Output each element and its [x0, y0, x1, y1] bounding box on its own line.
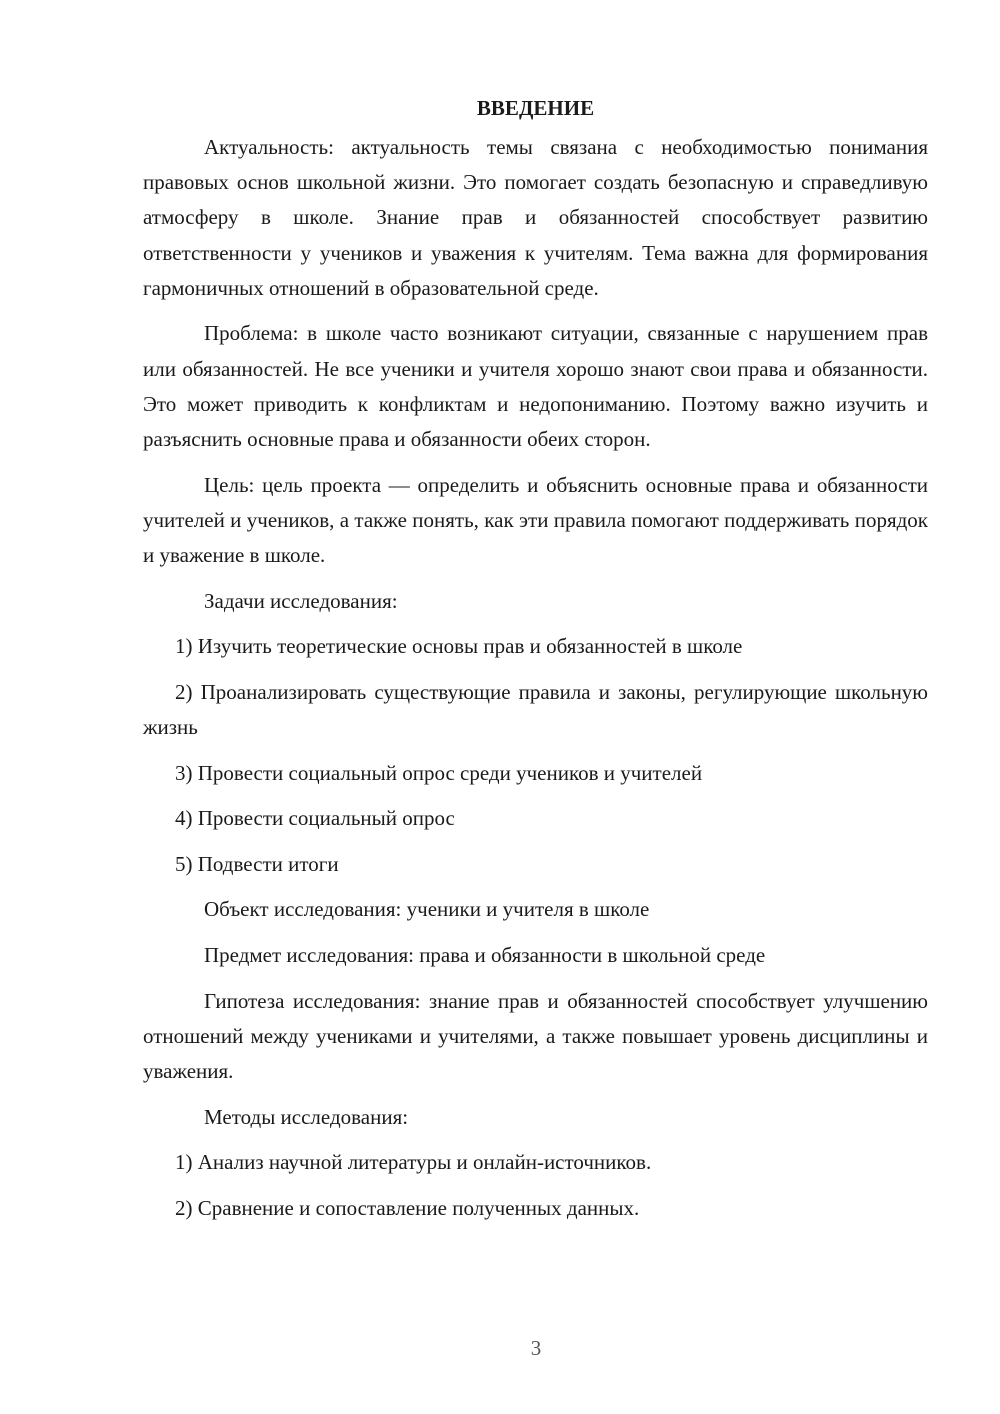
- paragraph-object: Объект исследования: ученики и учителя в школе: [204, 897, 650, 922]
- task-item-4: 4) Провести социальный опрос: [175, 806, 455, 831]
- paragraph-goal: Цель: цель проекта — определить и объяснить основные права и обязанности учителей и учеников, а также понять, как эти правила помогают поддерживать порядок и уважение в школе.: [143, 472, 928, 568]
- method-item-2: 2) Сравнение и сопоставление полученных данных.: [175, 1195, 640, 1220]
- task-item-5: 5) Подвести итоги: [175, 851, 339, 876]
- page-number: 3: [530, 1336, 542, 1360]
- paragraph-hypothesis: Гипотеза исследования: знание прав и обязанностей способствует улучшению отношений между учениками и учителями, а также повышает уровень дисциплины и уважения.: [143, 988, 928, 1083]
- task-item-3: 3) Провести социальный опрос среди учеников и учителей: [175, 760, 703, 785]
- task-item-2: 2) Проанализировать существующие правила и законы, регулирующие школьную жизнь: [143, 679, 928, 739]
- paragraph-methods-heading: Методы исследования:: [204, 1104, 409, 1129]
- section-title: ВВЕДЕНИЕ: [476, 96, 595, 120]
- method-item-1: 1) Анализ научной литературы и онлайн-источников.: [175, 1150, 652, 1175]
- paragraph-problem: Проблема: в школе часто возникают ситуации, связанные с нарушением прав или обязанностей. Не все ученики и учителя хорошо знают свои права и обязанности. Это может приводить к конфликтам и недопониманию. Поэтому важно изучить и разъяснить основные права и обязанности обеих сторон.: [143, 321, 928, 452]
- document-page: [143, 94, 928, 1236]
- task-item-1: 1) Изучить теоретические основы прав и обязанностей в школе: [175, 634, 743, 659]
- paragraph-subject: Предмет исследования: права и обязанности в школьной среде: [204, 942, 766, 967]
- paragraph-relevance: Актуальность: актуальность темы связана с необходимостью понимания правовых основ школьной жизни. Это помогает создать безопасную и справедливую атмосферу в школе. Знание прав и обязанностей способствует развитию ответственности у учеников и уважения к учителям. Тема важна для формирования гармоничных отношений в образовательной среде.: [143, 135, 928, 300]
- paragraph-tasks-heading: Задачи исследования:: [204, 588, 398, 613]
